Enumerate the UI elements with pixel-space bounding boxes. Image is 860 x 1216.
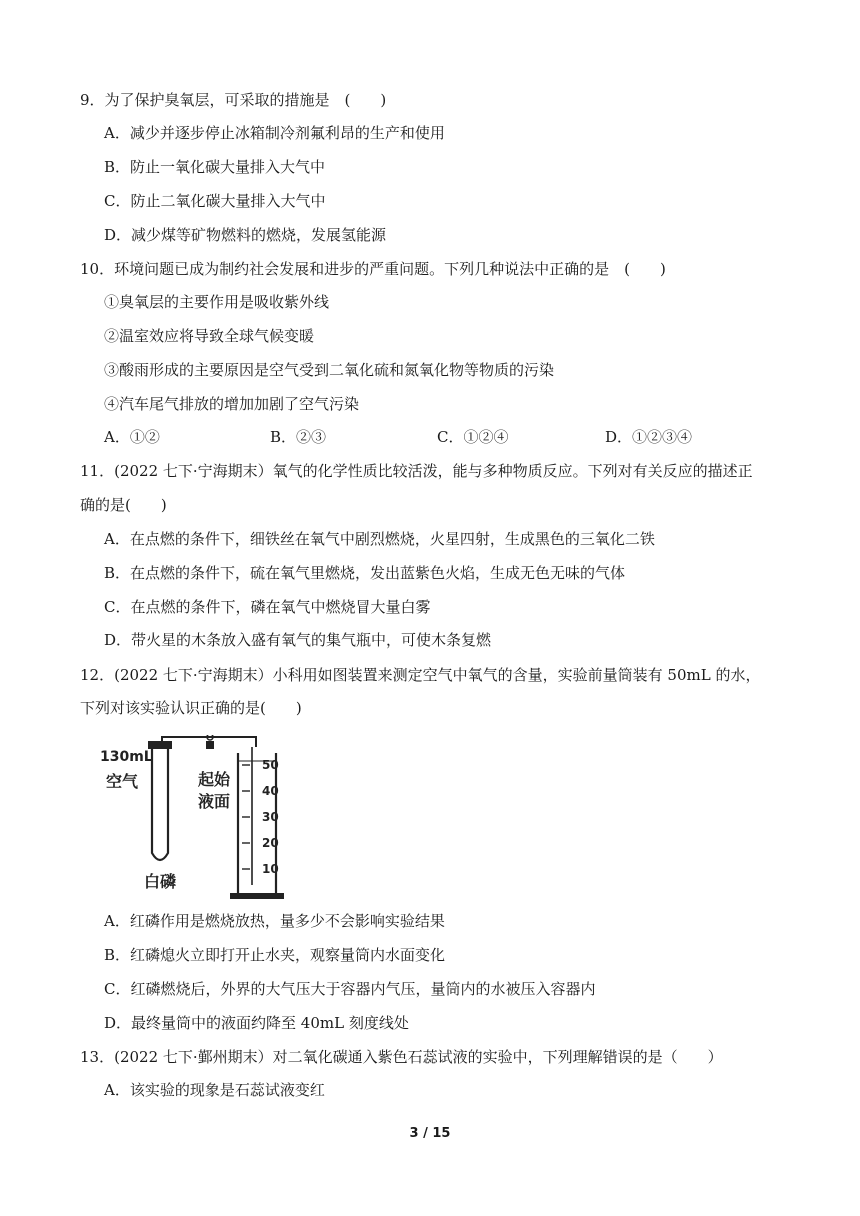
- question-12-option-c: C．红磷燃烧后，外界的大气压大于容器内气压，量筒内的水被压入容器内: [104, 980, 596, 998]
- question-10-statement-3: ③酸雨形成的主要原因是空气受到二氧化硫和氮氧化物等物质的污染: [104, 361, 555, 379]
- scale-label-10: 10: [262, 862, 279, 876]
- question-11-stem-continued: 确的是( ): [80, 496, 167, 514]
- start-level-label-1: 起始: [198, 770, 231, 789]
- question-13-stem: 13．(2022 七下·鄞州期末）对二氧化碳通入紫色石蕊试液的实验中，下列理解错误的是（ ）: [80, 1048, 723, 1066]
- question-10-option-c: C．①②④: [437, 428, 509, 446]
- question-11-stem: 11．(2022 七下·宁海期末）氧气的化学性质比较活泼，能与多种物质反应。下列对有关反应的描述正: [80, 462, 753, 480]
- question-9-stem: 9．为了保护臭氧层，可采取的措施是 ( ): [80, 91, 387, 109]
- tube-stopper: [148, 741, 172, 749]
- scale-label-30: 30: [262, 810, 279, 824]
- scale-label-50: 50: [262, 758, 279, 772]
- question-12-stem-continued: 下列对该实验认识正确的是( ): [80, 699, 302, 717]
- question-9-option-d: D．减少煤等矿物燃料的燃烧，发展氢能源: [104, 226, 387, 244]
- question-11-option-b: B．在点燃的条件下，硫在氧气里燃烧，发出蓝紫色火焰，生成无色无味的气体: [104, 564, 626, 582]
- question-12-stem: 12．(2022 七下·宁海期末）小科用如图装置来测定空气中氧气的含量，实验前量筒装有 50mL 的水，: [80, 666, 761, 684]
- question-9-option-b: B．防止一氧化碳大量排入大气中: [104, 158, 326, 176]
- test-tube: [152, 747, 168, 860]
- question-10-statement-2: ②温室效应将导致全球气候变暖: [104, 327, 315, 345]
- question-10-option-a: A．①②: [104, 428, 160, 446]
- tube-volume-label: 130mL: [100, 749, 153, 765]
- question-11-option-c: C．在点燃的条件下，磷在氧气中燃烧冒大量白雾: [104, 598, 431, 616]
- question-10-stem: 10．环境问题已成为制约社会发展和进步的严重问题。下列几种说法中正确的是 ( ): [80, 260, 666, 278]
- question-12-option-b: B．红磷熄火立即打开止水夹，观察量筒内水面变化: [104, 946, 446, 964]
- scale-label-20: 20: [262, 836, 279, 850]
- question-11-option-d: D．带火星的木条放入盛有氧气的集气瓶中，可使木条复燃: [104, 631, 492, 649]
- reagent-label: 白磷: [144, 872, 177, 891]
- question-10-option-d: D．①②③④: [605, 428, 693, 446]
- question-10-statement-1: ①臭氧层的主要作用是吸收紫外线: [104, 293, 330, 311]
- page-number: 3 / 15: [409, 1126, 451, 1141]
- cylinder-base: [230, 893, 284, 899]
- oxygen-apparatus-figure: [100, 735, 290, 905]
- question-9-option-c: C．防止二氧化碳大量排入大气中: [104, 192, 326, 210]
- clamp-body: [206, 741, 214, 749]
- scale-label-40: 40: [262, 784, 279, 798]
- question-11-option-a: A．在点燃的条件下，细铁丝在氧气中剧烈燃烧，火星四射，生成黑色的三氧化二铁: [104, 530, 655, 548]
- question-13-option-a: A．该实验的现象是石蕊试液变红: [104, 1081, 325, 1099]
- tube-content-label: 空气: [106, 772, 139, 791]
- question-9-option-a: A．减少并逐步停止冰箱制冷剂氟利昂的生产和使用: [104, 124, 445, 142]
- question-12-option-d: D．最终量筒中的液面约降至 40mL 刻度线处: [104, 1014, 409, 1032]
- question-12-option-a: A．红磷作用是燃烧放热，量多少不会影响实验结果: [104, 912, 445, 930]
- question-10-statement-4: ④汽车尾气排放的增加加剧了空气污染: [104, 395, 360, 413]
- question-10-option-b: B．②③: [270, 428, 327, 446]
- start-level-label-2: 液面: [198, 792, 231, 811]
